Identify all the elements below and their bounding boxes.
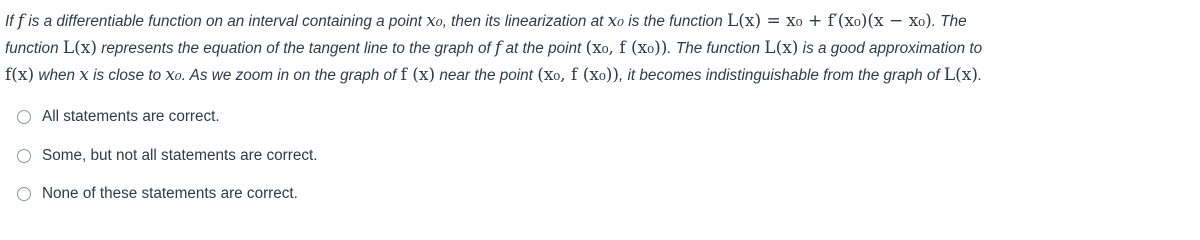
radio-button[interactable] [17,149,31,163]
question-text [5,8,1197,89]
question-text-segment: , then its linearization at [442,13,608,30]
math-expression: L(x) [764,38,799,58]
math-expression: x₀ [607,11,625,31]
question-text-segment: at the point [501,40,586,57]
math-expression: (x₀, f (x₀)) [585,38,668,58]
question-text-segment: is a differentiable function on an interval containing a point [24,13,427,30]
math-expression: f [17,11,25,31]
question-text-segment: function [5,40,63,57]
math-expression: L(x) [943,65,978,85]
question-line-1 [5,8,1197,35]
question-text-segment: . [978,67,983,84]
math-expression: x₀ [426,11,443,31]
option-label: None of these statements are correct. [42,185,298,202]
option-all-correct[interactable] [17,107,317,127]
math-expression: f(x) [5,65,35,85]
option-label: All statements are correct. [42,108,220,125]
option-some-correct[interactable] [17,146,317,166]
question-text-segment: . As we zoom in on the graph of [181,67,401,84]
math-expression: x₀ [165,65,182,85]
math-expression: (x₀, f (x₀)) [537,65,620,85]
question-text-segment: near the point [435,67,538,84]
linearization-formula: L(x) = x₀ + f′(x₀)(x − x₀) [726,11,932,31]
radio-button[interactable] [17,187,31,201]
question-text-segment: . The [931,13,967,30]
question-text-segment: represents the equation of the tangent line to the graph of [96,40,495,57]
question-text-segment: , it becomes indistinguishable from the graph of [619,67,944,84]
question-text-segment: is close to [88,67,166,84]
option-none-correct[interactable] [17,184,317,204]
radio-button[interactable] [17,110,31,124]
question-line-2 [5,35,1197,62]
math-expression: f (x) [400,65,436,85]
question-line-3 [5,62,1197,89]
answer-options [17,107,317,223]
question-text-segment: If [5,13,18,30]
option-label: Some, but not all statements are correct. [42,146,318,164]
question-text-segment: . The function [667,40,765,57]
math-expression: f [495,38,502,58]
math-expression: L(x) [62,38,97,58]
question-text-segment: is the function [624,13,727,30]
question-text-segment: is a good approximation to [798,40,983,57]
math-expression: x [79,65,89,85]
question-text-segment: when [34,67,80,84]
